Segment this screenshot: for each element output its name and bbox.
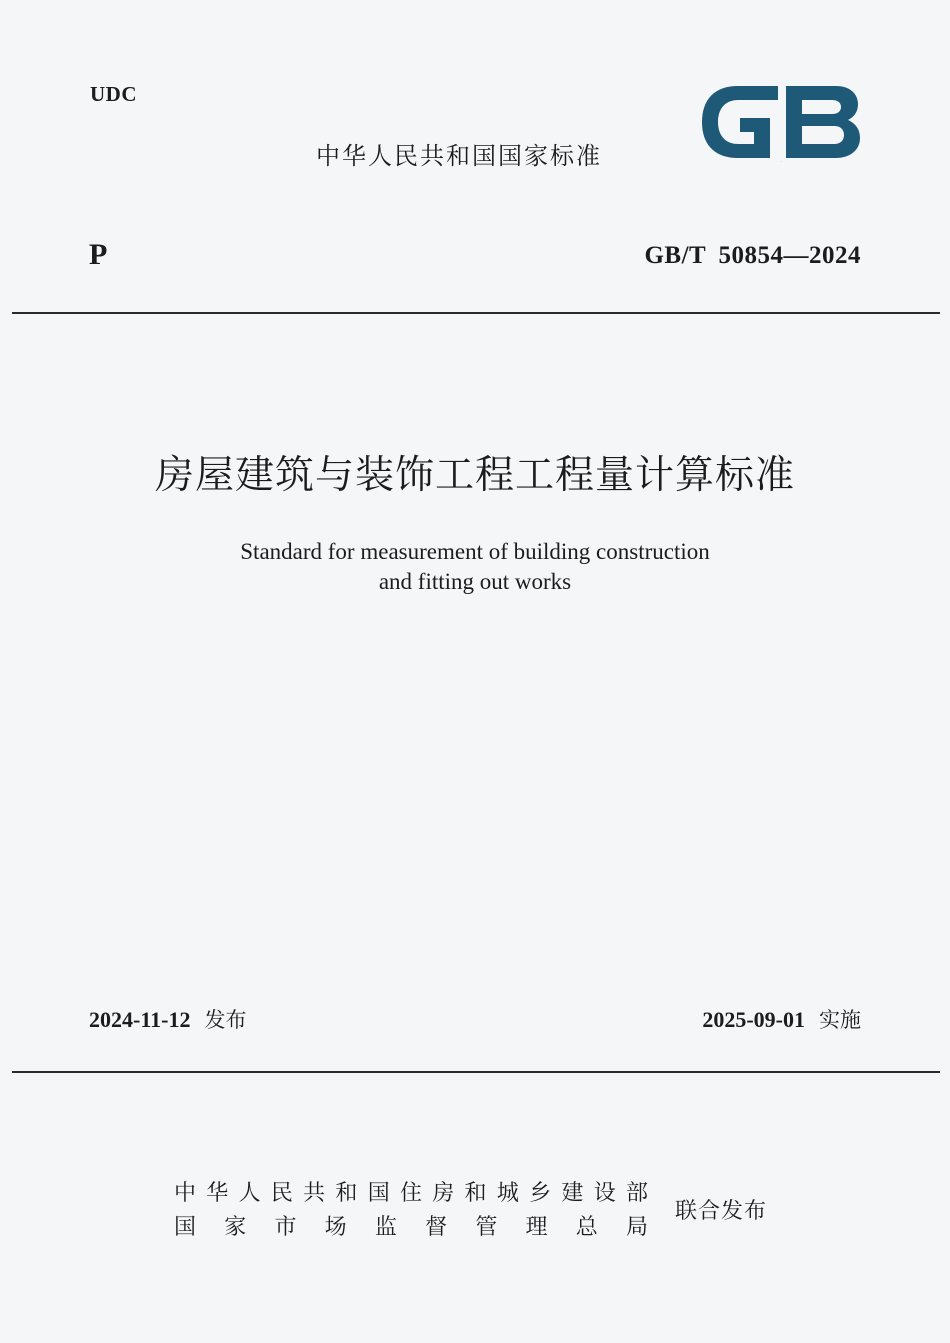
issuer-org-market-regulation: 国家市场监督管理总局	[174, 1215, 648, 1240]
national-standard-heading: 中华人民共和国国家标准	[316, 142, 602, 170]
category-code: P	[89, 238, 108, 271]
joint-issue-label: 联合发布	[675, 1199, 768, 1224]
title-english-line2: and fitting out works	[378, 569, 572, 594]
issuer-org-housing-ministry: 中华人民共和国住房和城乡建设部	[174, 1181, 648, 1206]
issue-date: 2024-11-12	[89, 1007, 191, 1032]
standard-number: GB/T 50854—2024	[644, 242, 861, 269]
gb-logo-icon	[698, 80, 863, 164]
title-english-line1: Standard for measurement of building construction	[240, 539, 710, 564]
top-divider	[12, 312, 940, 314]
bottom-divider	[12, 1071, 940, 1073]
title-chinese: 房屋建筑与装饰工程工程量计算标准	[154, 453, 795, 498]
udc-label: UDC	[90, 82, 137, 106]
implementation-date: 2025-09-01	[702, 1007, 805, 1032]
issue-label: 发布	[204, 1008, 247, 1032]
logo-text: GB	[780, 162, 782, 163]
implementation-label: 实施	[819, 1008, 861, 1032]
issue-date-block	[89, 1004, 246, 1034]
implementation-date-block	[702, 1004, 861, 1034]
